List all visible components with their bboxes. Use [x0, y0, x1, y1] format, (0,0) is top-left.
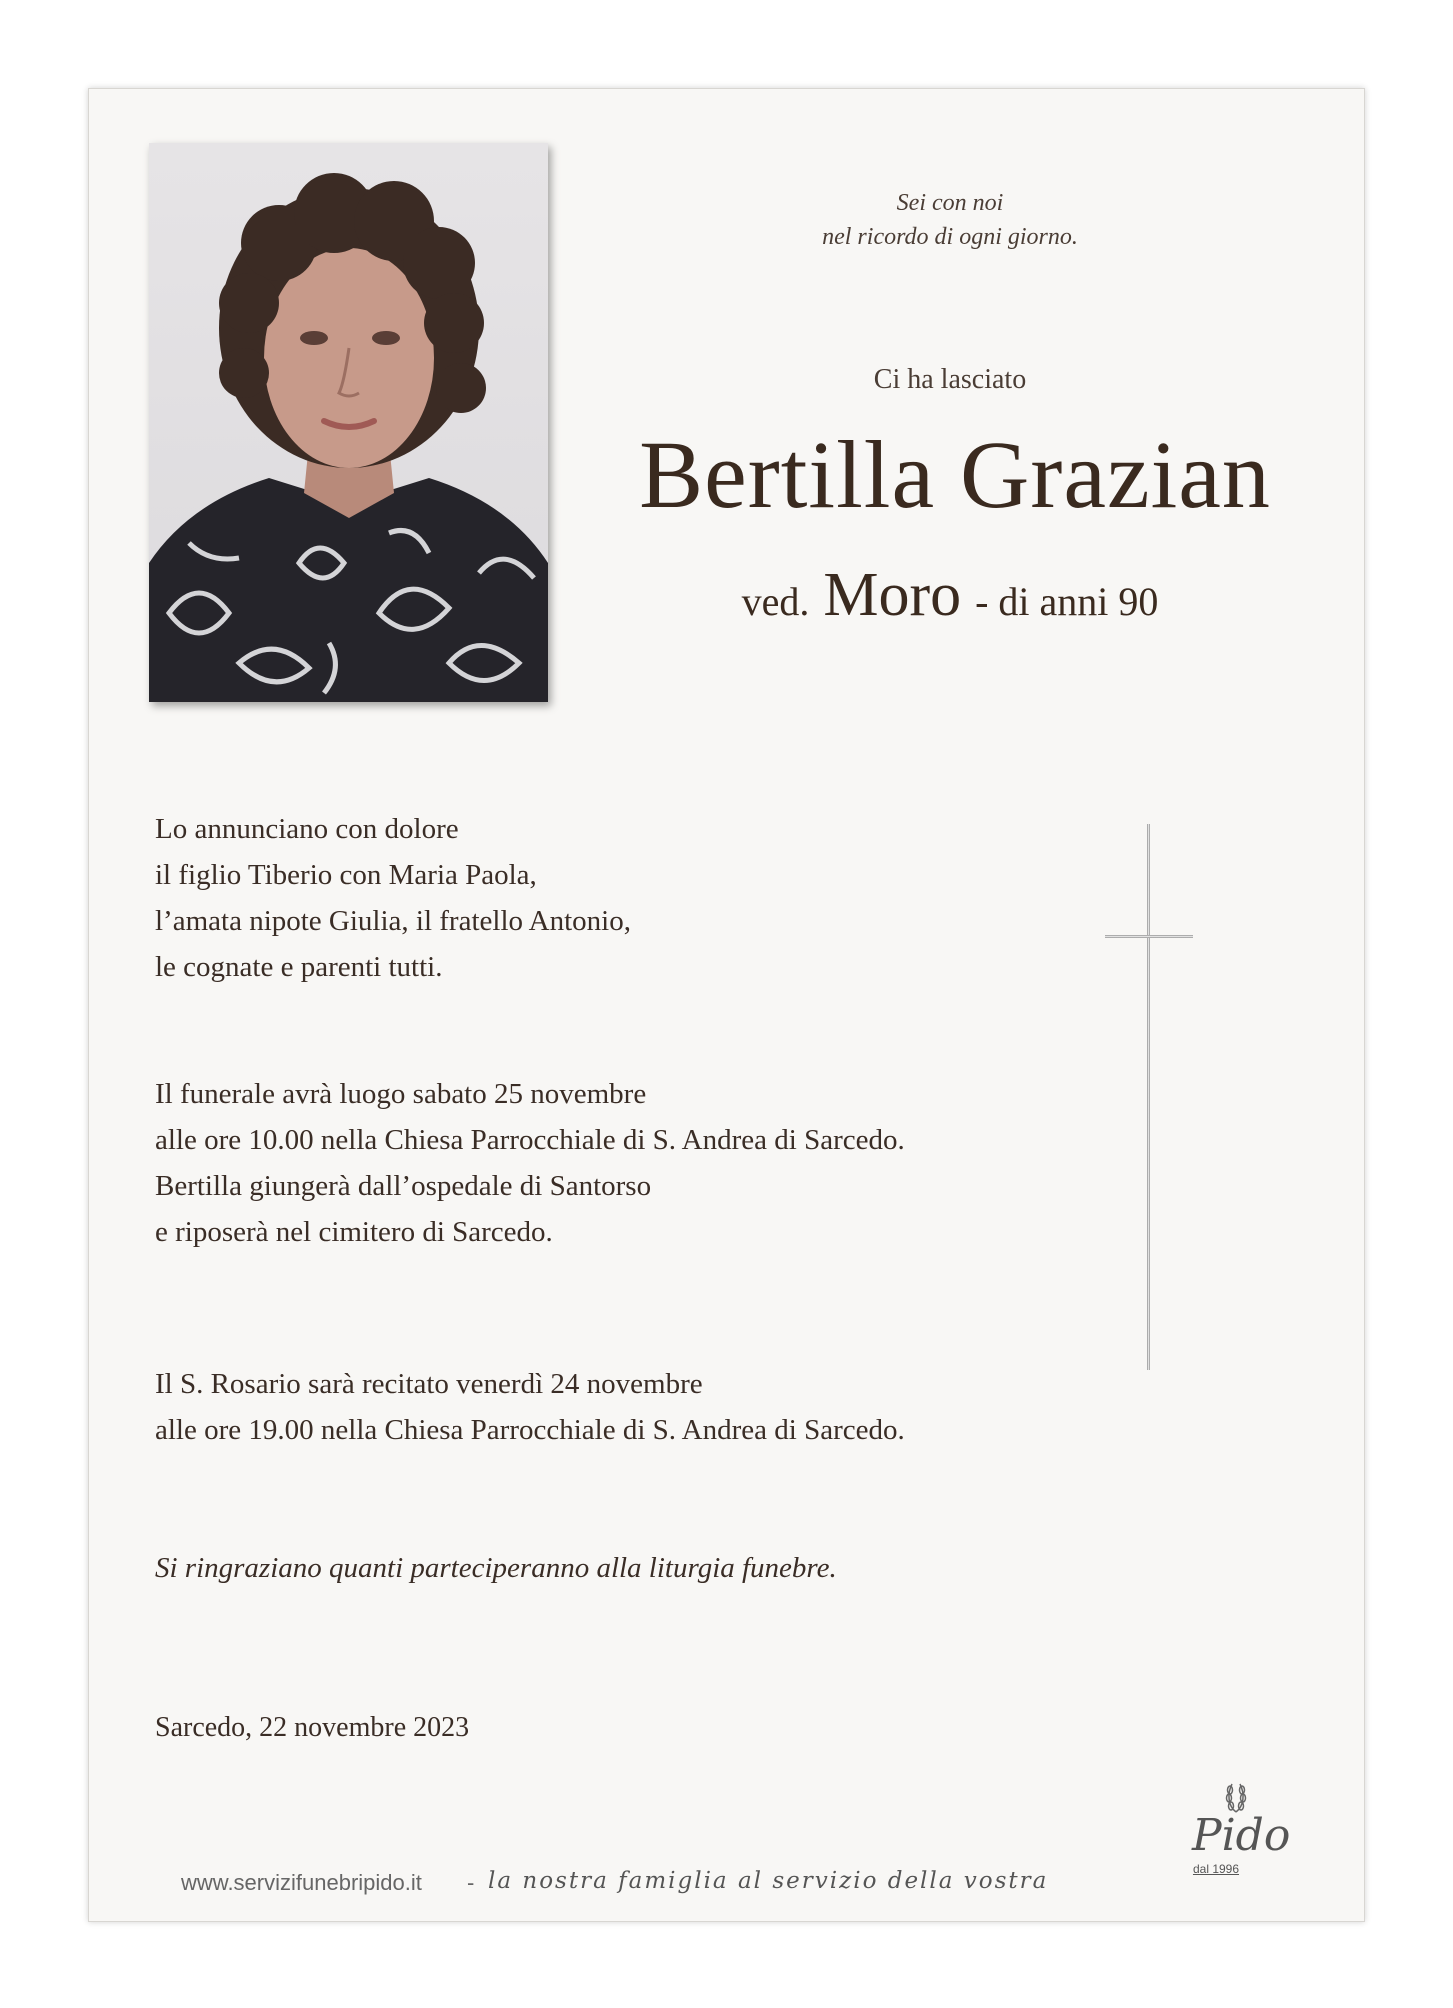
paragraph-line: le cognate e parenti tutti. [155, 951, 443, 983]
funeral-home-logo [1186, 1780, 1306, 1880]
paragraph-line: e riposerà nel cimitero di Sarcedo. [155, 1216, 553, 1248]
quote-line-2: nel ricordo di ogni giorno. [822, 224, 1078, 250]
cross-icon-bar [1105, 935, 1193, 938]
paragraph-line: Il funerale avrà luogo sabato 25 novembre [155, 1078, 647, 1110]
age-text: - di anni 90 [975, 579, 1159, 624]
quote-line-1: Sei con noi [896, 190, 1004, 216]
logo-wordmark: Pido [1192, 1810, 1291, 1861]
funeral-paragraph [155, 1071, 905, 1255]
footer-website-link[interactable]: www.servizifunebripido.it [181, 1870, 422, 1895]
paragraph-line: l’amata nipote Giulia, il fratello Antonio, [155, 905, 631, 937]
widow-prefix: ved. [741, 579, 810, 624]
deceased-name: Bertilla Grazian [639, 421, 1271, 528]
paragraph-line: Lo annunciano con dolore [155, 813, 459, 845]
cross-icon [1147, 824, 1150, 1370]
announcement-paragraph [155, 806, 631, 990]
portrait-image [149, 143, 548, 702]
footer-slogan: la nostra famiglia al servizio della vostra [488, 1868, 1049, 1894]
portrait-photo [149, 143, 548, 702]
place-date: Sarcedo, 22 novembre 2023 [155, 1712, 470, 1743]
intro-text: Ci ha lasciato [873, 364, 1027, 395]
paragraph-line: il figlio Tiberio con Maria Paola, [155, 859, 537, 891]
name-subline [640, 560, 1260, 631]
logo-since: dal 1996 [1192, 1862, 1240, 1876]
married-name: Moro [823, 561, 962, 629]
footer-separator: - [467, 1870, 475, 1895]
memorial-quote [700, 186, 1200, 254]
paragraph-line: Bertilla giungerà dall’ospedale di Santorso [155, 1170, 652, 1202]
paragraph-line: alle ore 10.00 nella Chiesa Parrocchiale di S. Andrea di Sarcedo. [155, 1124, 905, 1156]
rosary-paragraph [155, 1361, 905, 1453]
paragraph-line: Il S. Rosario sarà recitato venerdì 24 novembre [155, 1368, 703, 1400]
paragraph-line: alle ore 19.00 nella Chiesa Parrocchiale di S. Andrea di Sarcedo. [155, 1414, 905, 1446]
thanks-text: Si ringraziano quanti parteciperanno alla liturgia funebre. [155, 1552, 837, 1584]
